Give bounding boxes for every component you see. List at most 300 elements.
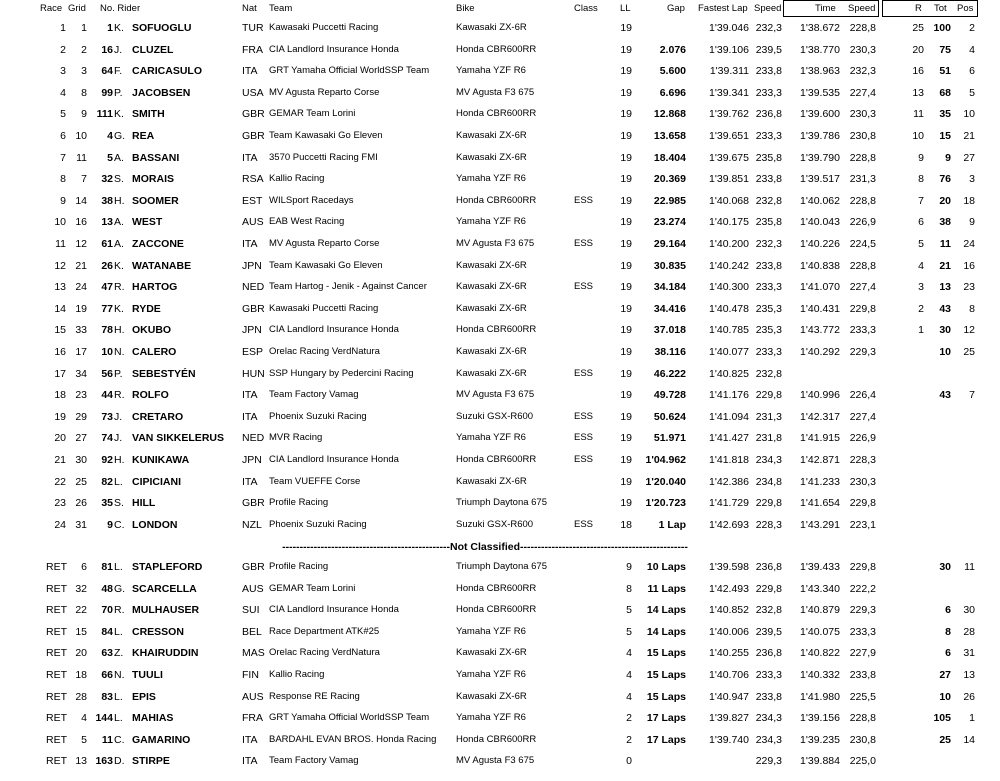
cell-no: 11 — [101, 733, 113, 746]
cell-bike: Honda CBR600RR — [456, 108, 537, 120]
cell-fl: 1'40.706 — [709, 669, 749, 681]
cell-tot: 6 — [945, 647, 951, 660]
table-row — [0, 191, 1000, 213]
cell-gap: 1'20.040 — [645, 475, 686, 488]
cell-r: 1 — [918, 324, 924, 337]
cell-ll: 19 — [620, 302, 632, 315]
cell-gap: 5.600 — [659, 65, 686, 78]
cell-team: Orelac Racing VerdNatura — [269, 647, 380, 659]
cell-ll: 2 — [626, 712, 632, 725]
cell-fl: 1'42.693 — [709, 518, 749, 531]
cell-grid: 24 — [75, 281, 87, 294]
cell-fl: 1'40.068 — [709, 194, 749, 207]
cell-name: CRESSON — [132, 625, 184, 638]
cell-bike: Kawasaki ZX-6R — [456, 130, 527, 141]
table-row — [0, 493, 1000, 515]
header-race: Race — [40, 3, 63, 14]
cell-sp: 233,3 — [755, 669, 782, 681]
cell-tot: 20 — [939, 194, 951, 207]
cell-name: CIPICIANI — [132, 475, 182, 488]
cell-nat: JPN — [242, 454, 262, 466]
cell-pos: 28 — [963, 625, 975, 638]
cell-team: GRT Yamaha Official WorldSSP Team — [269, 65, 430, 77]
cell-name: EPIS — [132, 690, 156, 703]
cell-no: 5 — [107, 151, 113, 164]
cell-r: 7 — [918, 194, 924, 207]
cell-pos: 8 — [969, 302, 975, 315]
cell-r: 16 — [912, 65, 924, 78]
cell-nat: AUS — [242, 582, 264, 595]
cell-race: 14 — [54, 302, 66, 315]
cell-no: 66 — [101, 669, 113, 681]
cell-name: SOFUOGLU — [132, 22, 192, 34]
cell-ll: 5 — [626, 625, 632, 638]
cell-r: 20 — [912, 43, 924, 56]
cell-grid: 29 — [75, 410, 87, 423]
cell-time: 1'39.786 — [800, 130, 840, 142]
cell-time: 1'43.291 — [800, 518, 840, 531]
cell-no: 84 — [101, 625, 113, 638]
cell-nat: JPN — [242, 324, 262, 337]
cell-pos: 1 — [969, 712, 975, 725]
cell-team: Race Department ATK#25 — [269, 625, 380, 637]
cell-race: RET — [46, 690, 67, 703]
cell-grid: 11 — [76, 151, 87, 164]
cell-init: K. — [114, 259, 124, 272]
cell-team: Team VUEFFE Corse — [269, 475, 361, 487]
cell-name: OKUBO — [132, 324, 172, 337]
header-grid: Grid — [68, 3, 86, 14]
cell-team: Team Kawasaki Go Eleven — [269, 259, 383, 271]
cell-name: CLUZEL — [132, 43, 174, 56]
table-row — [0, 256, 1000, 278]
cell-sp2: 230,3 — [849, 43, 876, 56]
cell-sp: 233,3 — [755, 281, 782, 294]
cell-init: A. — [114, 238, 124, 250]
cell-time: 1'40.292 — [800, 346, 840, 358]
cell-no: 9 — [107, 518, 113, 531]
cell-name: RYDE — [132, 302, 161, 315]
cell-bike: Kawasaki ZX-6R — [456, 151, 527, 163]
cell-sp: 233,8 — [755, 690, 782, 703]
cell-gap: 30.835 — [653, 259, 686, 272]
cell-team: Kallio Racing — [269, 669, 325, 680]
cell-bike: Yamaha YZF R6 — [456, 216, 526, 228]
cell-race: 17 — [54, 367, 66, 380]
cell-nat: ITA — [242, 389, 258, 402]
cell-name: TUULI — [132, 669, 163, 681]
cell-sp2: 228,8 — [849, 712, 876, 725]
cell-sp2: 223,1 — [849, 518, 876, 531]
cell-no: 64 — [101, 65, 113, 78]
cell-no: 78 — [101, 324, 113, 337]
cell-fl: 1'42.386 — [709, 475, 749, 488]
cell-fl: 1'39.341 — [709, 86, 749, 99]
cell-tot: 21 — [939, 259, 951, 272]
cell-bike: Kawasaki ZX-6R — [456, 647, 527, 659]
cell-team: 3570 Puccetti Racing FMI — [269, 151, 378, 163]
cell-grid: 3 — [81, 65, 87, 78]
cell-cls: ESS — [574, 454, 594, 465]
cell-gap: 15 Laps — [646, 690, 686, 703]
points-box — [882, 0, 978, 17]
cell-pos: 27 — [963, 151, 975, 164]
cell-no: 144 — [95, 712, 113, 725]
cell-sp2: 224,5 — [849, 238, 876, 250]
table-row — [0, 428, 1000, 450]
cell-bike: Yamaha YZF R6 — [456, 65, 526, 77]
cell-sp: 233,3 — [755, 346, 782, 358]
cell-race: 21 — [54, 454, 66, 466]
cell-time: 1'40.822 — [800, 647, 840, 660]
cell-tot: 68 — [939, 86, 951, 99]
cell-ll: 19 — [620, 497, 632, 510]
cell-grid: 34 — [75, 367, 87, 380]
cell-ll: 19 — [620, 22, 632, 34]
cell-ll: 18 — [620, 518, 632, 531]
cell-grid: 21 — [75, 259, 87, 272]
cell-ll: 19 — [620, 346, 632, 358]
cell-ll: 19 — [620, 216, 632, 229]
cell-sp: 235,3 — [755, 302, 782, 315]
cell-ll: 19 — [620, 238, 632, 250]
cell-no: 81 — [101, 561, 113, 573]
cell-init: C. — [114, 518, 125, 531]
cell-team: MV Agusta Reparto Corse — [269, 238, 380, 249]
cell-race: 18 — [54, 389, 66, 402]
table-row — [0, 126, 1000, 148]
cell-sp: 234,8 — [755, 475, 782, 488]
cell-time: 1'40.332 — [800, 669, 840, 681]
cell-tot: 6 — [945, 604, 951, 617]
cell-gap: 2.076 — [659, 43, 686, 56]
cell-fl: 1'40.785 — [709, 324, 749, 337]
cell-gap: 49.728 — [653, 389, 686, 402]
cell-sp2: 227,4 — [849, 86, 876, 99]
cell-ll: 19 — [620, 389, 632, 402]
cell-tot: 35 — [939, 108, 951, 121]
cell-tot: 15 — [939, 130, 951, 142]
cell-time: 1'39.790 — [800, 151, 840, 164]
cell-grid: 17 — [75, 346, 87, 358]
cell-time: 1'40.838 — [800, 259, 840, 272]
cell-no: 44 — [101, 389, 113, 402]
cell-team: Team Hartog - Jenik - Against Cancer — [269, 281, 427, 293]
cell-nat: TUR — [242, 22, 264, 34]
table-row — [0, 234, 1000, 256]
cell-pos: 11 — [964, 561, 975, 573]
cell-grid: 12 — [75, 238, 87, 250]
cell-bike: Kawasaki ZX-6R — [456, 475, 527, 487]
cell-time: 1'39.235 — [800, 733, 840, 746]
cell-init: R. — [114, 604, 125, 617]
cell-grid: 16 — [75, 216, 87, 229]
cell-sp2: 229,8 — [849, 302, 876, 315]
cell-fl: 1'40.947 — [709, 690, 749, 703]
cell-no: 74 — [101, 432, 113, 445]
table-row — [0, 320, 1000, 342]
table-row — [0, 751, 1000, 773]
cell-bike: Kawasaki ZX-6R — [456, 259, 527, 271]
cell-grid: 5 — [81, 733, 87, 746]
cell-race: 10 — [54, 216, 66, 229]
header-time: Time — [815, 3, 836, 14]
cell-pos: 7 — [969, 389, 975, 402]
cell-ll: 5 — [626, 604, 632, 617]
cell-name: GAMARINO — [132, 733, 191, 746]
cell-team: MV Agusta Reparto Corse — [269, 86, 380, 98]
cell-sp2: 228,3 — [849, 454, 876, 466]
cell-name: BASSANI — [132, 151, 180, 164]
cell-tot: 51 — [939, 65, 951, 78]
cell-race: 11 — [55, 238, 66, 250]
header-no-rider: No. Rider — [100, 3, 141, 14]
cell-fl: 1'42.493 — [709, 582, 749, 595]
cell-gap: 50.624 — [653, 410, 686, 423]
cell-cls: ESS — [574, 432, 594, 444]
cell-init: R. — [114, 389, 125, 402]
header-speed2: Speed — [848, 3, 876, 14]
cell-init: G. — [114, 130, 126, 142]
cell-team: Phoenix Suzuki Racing — [269, 410, 367, 422]
cell-time: 1'39.517 — [800, 173, 840, 186]
cell-nat: NZL — [242, 518, 262, 531]
cell-gap: 15 Laps — [646, 669, 686, 681]
cell-race: 1 — [60, 22, 66, 34]
cell-time: 1'41.980 — [800, 690, 840, 703]
cell-ll: 19 — [620, 151, 632, 164]
cell-bike: Honda CBR600RR — [456, 194, 537, 206]
cell-gap: 12.868 — [653, 108, 686, 121]
cell-ll: 19 — [620, 475, 632, 488]
header-speed: Speed — [754, 3, 782, 14]
cell-sp2: 230,8 — [849, 733, 876, 746]
cell-name: HILL — [132, 497, 156, 510]
table-row — [0, 622, 1000, 644]
cell-team: Team Factory Vamag — [269, 389, 359, 401]
cell-race: RET — [46, 582, 67, 595]
cell-init: A. — [114, 151, 124, 164]
cell-nat: EST — [242, 194, 263, 207]
cell-r: 25 — [912, 22, 924, 34]
table-row — [0, 407, 1000, 429]
cell-grid: 14 — [75, 194, 87, 207]
cell-r: 6 — [918, 216, 924, 229]
cell-sp2: 230,8 — [849, 130, 876, 142]
cell-team: GEMAR Team Lorini — [269, 582, 356, 594]
cell-race: RET — [46, 712, 67, 725]
cell-gap: 14 Laps — [646, 604, 686, 617]
cell-pos: 30 — [963, 604, 975, 617]
cell-race: RET — [46, 669, 67, 681]
cell-tot: 43 — [939, 302, 951, 315]
time-speed-box — [783, 0, 879, 17]
cell-time: 1'38.770 — [800, 43, 840, 56]
cell-race: 7 — [60, 151, 66, 164]
cell-r: 11 — [913, 108, 924, 121]
cell-nat: ITA — [242, 410, 258, 423]
cell-name: SCARCELLA — [132, 582, 197, 595]
cell-tot: 11 — [939, 238, 951, 250]
cell-init: L. — [114, 475, 123, 488]
cell-r: 10 — [912, 130, 924, 142]
cell-team: CIA Landlord Insurance Honda — [269, 324, 399, 336]
cell-pos: 14 — [963, 733, 975, 746]
cell-gap: 29.164 — [653, 238, 686, 250]
cell-sp: 233,8 — [755, 65, 782, 78]
cell-init: K. — [114, 108, 124, 121]
cell-grid: 30 — [75, 454, 87, 466]
cell-ll: 4 — [626, 669, 632, 681]
cell-fl: 1'40.478 — [709, 302, 749, 315]
cell-no: 83 — [101, 690, 113, 703]
not-classified-separator: ------------------------------------------------Not Classified------------------------------------------------ — [282, 541, 688, 553]
cell-sp: 229,3 — [755, 755, 782, 768]
cell-bike: Kawasaki ZX-6R — [456, 367, 527, 379]
cell-no: 16 — [101, 43, 113, 56]
cell-sp2: 227,9 — [849, 647, 876, 660]
cell-sp2: 222,2 — [849, 582, 876, 595]
header-nat: Nat — [242, 3, 257, 14]
cell-time: 1'40.996 — [800, 389, 840, 402]
cell-team: Kallio Racing — [269, 173, 325, 185]
cell-fl: 1'39.311 — [709, 65, 749, 78]
cell-name: CALERO — [132, 346, 177, 358]
cell-sp: 232,3 — [755, 22, 782, 34]
cell-sp2: 233,3 — [849, 324, 876, 337]
cell-race: 9 — [60, 194, 66, 207]
cell-race: 19 — [54, 410, 66, 423]
cell-race: RET — [46, 733, 67, 746]
cell-sp: 235,8 — [755, 151, 782, 164]
cell-time: 1'40.043 — [800, 216, 840, 229]
cell-tot: 10 — [939, 346, 951, 358]
cell-nat: AUS — [242, 690, 264, 703]
cell-no: 38 — [101, 194, 113, 207]
cell-no: 70 — [101, 604, 113, 617]
cell-grid: 4 — [81, 712, 87, 725]
cell-name: KHAIRUDDIN — [132, 647, 199, 660]
cell-ll: 9 — [626, 561, 632, 573]
cell-name: WEST — [132, 216, 163, 229]
cell-nat: NED — [242, 432, 265, 445]
cell-gap: 18.404 — [653, 151, 686, 164]
cell-fl: 1'41.176 — [709, 389, 749, 402]
cell-tot: 105 — [933, 712, 951, 725]
cell-sp2: 225,5 — [849, 690, 876, 703]
cell-sp: 232,8 — [755, 194, 782, 207]
table-row — [0, 643, 1000, 665]
cell-init: H. — [114, 324, 125, 337]
cell-nat: NED — [242, 281, 265, 294]
cell-grid: 9 — [81, 108, 87, 121]
cell-bike: Kawasaki ZX-6R — [456, 281, 527, 293]
cell-gap: 15 Laps — [646, 647, 686, 660]
cell-time: 1'43.772 — [800, 324, 840, 337]
table-row — [0, 299, 1000, 321]
cell-sp: 236,8 — [755, 108, 782, 121]
cell-nat: FRA — [242, 712, 263, 725]
cell-nat: JPN — [242, 259, 262, 272]
cell-init: K. — [114, 302, 124, 315]
cell-sp2: 233,3 — [849, 625, 876, 638]
cell-name: JACOBSEN — [132, 86, 191, 99]
cell-sp: 233,3 — [755, 86, 782, 99]
cell-name: SEBESTYÉN — [132, 367, 196, 380]
cell-team: CIA Landlord Insurance Honda — [269, 43, 399, 55]
table-row — [0, 472, 1000, 494]
table-row — [0, 687, 1000, 709]
cell-grid: 8 — [81, 86, 87, 99]
cell-pos: 24 — [963, 238, 975, 250]
cell-no: 48 — [101, 582, 113, 595]
cell-pos: 26 — [963, 690, 975, 703]
cell-sp2: 225,0 — [849, 755, 876, 768]
cell-gap: 13.658 — [653, 130, 686, 142]
cell-fl: 1'40.077 — [709, 346, 749, 358]
cell-name: SOOMER — [132, 194, 179, 207]
cell-sp: 233,8 — [755, 259, 782, 272]
cell-sp2: 227,4 — [849, 410, 876, 423]
cell-no: 56 — [101, 367, 113, 380]
cell-name: STAPLEFORD — [132, 561, 203, 573]
cell-time: 1'39.433 — [800, 561, 840, 573]
cell-bike: Honda CBR600RR — [456, 324, 537, 336]
cell-bike: Honda CBR600RR — [456, 582, 537, 594]
cell-grid: 22 — [75, 604, 87, 617]
cell-grid: 20 — [75, 647, 87, 660]
header-fastest-lap: Fastest Lap — [698, 3, 748, 14]
cell-time: 1'39.600 — [800, 108, 840, 121]
table-row — [0, 600, 1000, 622]
cell-r: 5 — [918, 238, 924, 250]
cell-init: F. — [114, 65, 123, 78]
cell-nat: AUS — [242, 216, 264, 229]
cell-tot: 13 — [939, 281, 951, 294]
cell-grid: 10 — [75, 130, 87, 142]
table-row — [0, 385, 1000, 407]
cell-grid: 33 — [75, 324, 87, 337]
cell-sp2: 226,9 — [849, 216, 876, 229]
cell-cls: ESS — [574, 238, 594, 249]
cell-name: CRETARO — [132, 410, 184, 423]
header-r: R — [915, 3, 922, 14]
cell-grid: 18 — [75, 669, 87, 681]
cell-sp: 236,8 — [755, 561, 782, 573]
table-row — [0, 450, 1000, 472]
cell-nat: ITA — [242, 755, 258, 768]
cell-gap: 17 Laps — [646, 712, 686, 725]
cell-nat: ITA — [242, 151, 258, 164]
cell-init: L. — [114, 690, 123, 703]
header-class: Class — [574, 3, 598, 14]
cell-gap: 34.416 — [653, 302, 686, 315]
cell-team: Orelac Racing VerdNatura — [269, 346, 380, 357]
cell-sp: 232,3 — [755, 238, 782, 250]
cell-sp: 228,3 — [755, 518, 782, 531]
cell-name: CARICASULO — [132, 65, 202, 78]
cell-sp: 235,3 — [755, 324, 782, 337]
cell-ll: 19 — [620, 173, 632, 186]
cell-time: 1'41.070 — [800, 281, 840, 294]
cell-gap: 22.985 — [653, 194, 686, 207]
cell-race: 5 — [60, 108, 66, 121]
cell-init: A. — [114, 216, 124, 229]
cell-bike: Yamaha YZF R6 — [456, 669, 526, 680]
table-row — [0, 277, 1000, 299]
cell-init: S. — [114, 173, 124, 186]
cell-team: CIA Landlord Insurance Honda — [269, 604, 399, 616]
